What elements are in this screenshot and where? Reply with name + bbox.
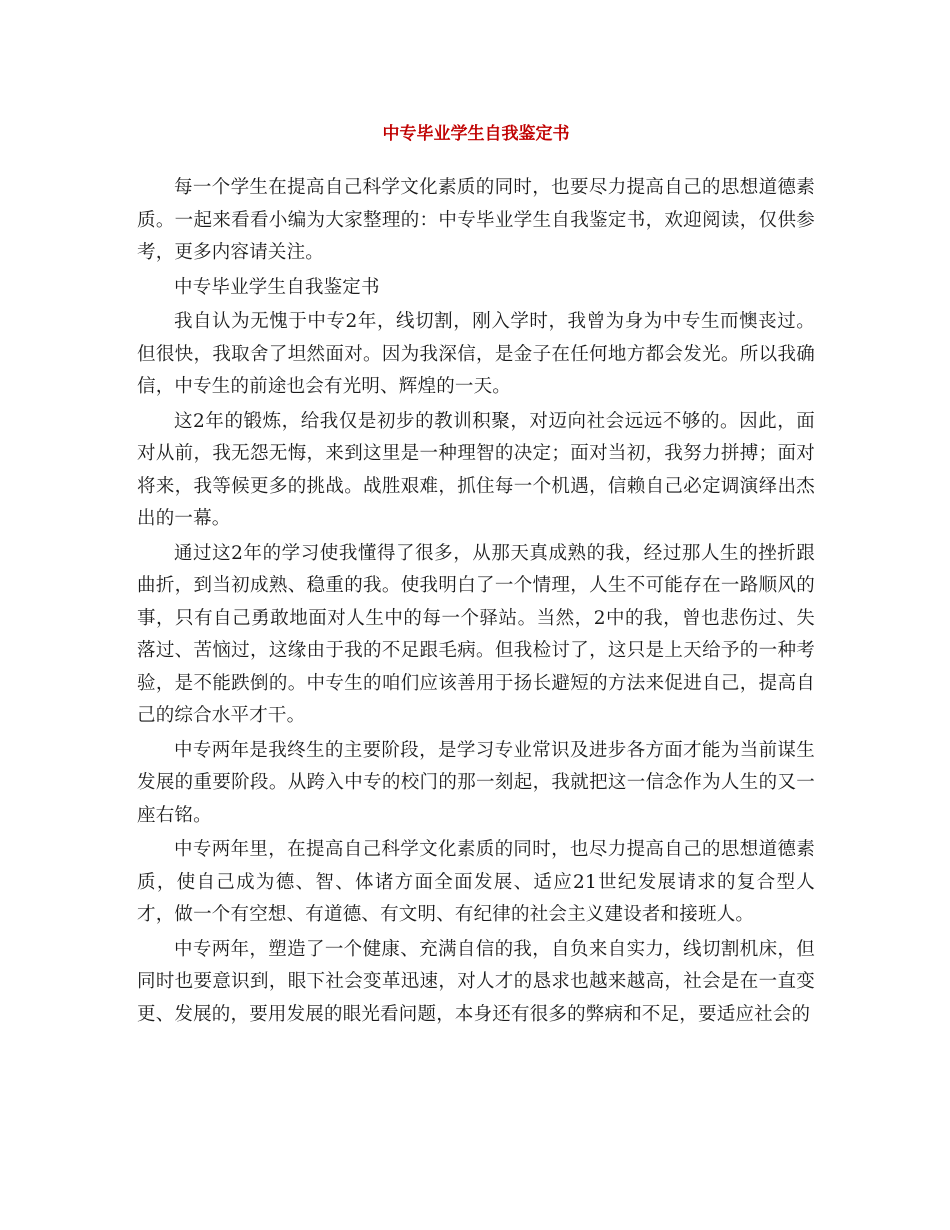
document-page (137, 118, 815, 1033)
paragraph-subtitle: 中专毕业学生自我鉴定书 (174, 276, 380, 298)
paragraph: 通过这2年的学习使我懂得了很多，从那天真成熟的我，经过那人生的挫折跟曲折，到当初成熟、稳重的我。使我明白了一个情理，人生不可能存在一路顺风的事，只有自己勇敢地面对人生中的每一个驿站。当然，2中的我，曾也悲伤过、失落过、苦恼过，这缘由于我的不足跟毛病。但我检讨了，这只是上天给予的一种考验，是不能跌倒的。中专生的咱们应该善用于扬长避短的方法来促进自己，提高自己的综合水平才干。 (137, 542, 815, 726)
paragraph-intro: 每一个学生在提高自己科学文化素质的同时，也要尽力提高自己的思想道德素质。一起来看看小编为大家整理的：中专毕业学生自我鉴定书，欢迎阅读，仅供参考，更多内容请关注。 (137, 177, 815, 263)
paragraph: 我自认为无愧于中专2年，线切割，刚入学时，我曾为身为中专生而懊丧过。但很快，我取舍了坦然面对。因为我深信，是金子在任何地方都会发光。所以我确信，中专生的前途也会有光明、辉煌的一天。 (137, 311, 815, 397)
paragraph: 这2年的锻炼，给我仅是初步的教训积聚，对迈向社会远远不够的。因此，面对从前，我无怨无悔，来到这里是一种理智的决定；面对当初，我努力拼搏；面对将来，我等候更多的挑战。战胜艰难，抓住每一个机遇，信赖自己必定调演绎出杰出的一幕。 (137, 410, 815, 529)
paragraph: 中专两年里，在提高自己科学文化素质的同时，也尽力提高自己的思想道德素质，使自己成为德、智、体诸方面全面发展、适应21世纪发展请求的复合型人才，做一个有空想、有道德、有文明、有纪律的社会主义建设者和接班人。 (137, 839, 815, 925)
paragraph: 中专两年是我终生的主要阶段，是学习专业常识及进步各方面才能为当前谋生发展的重要阶段。从跨入中专的校门的那一刻起，我就把这一信念作为人生的又一座右铭。 (137, 739, 815, 826)
document-title: 中专毕业学生自我鉴定书 (382, 124, 570, 144)
paragraph: 中专两年，塑造了一个健康、充满自信的我，自负来自实力，线切割机床，但同时也要意识到，眼下社会变革迅速，对人才的恳求也越来越高，社会是在一直变更、发展的，要用发展的眼光看问题，本身还有很多的弊病和不足，要适应社会的 (137, 938, 815, 1025)
